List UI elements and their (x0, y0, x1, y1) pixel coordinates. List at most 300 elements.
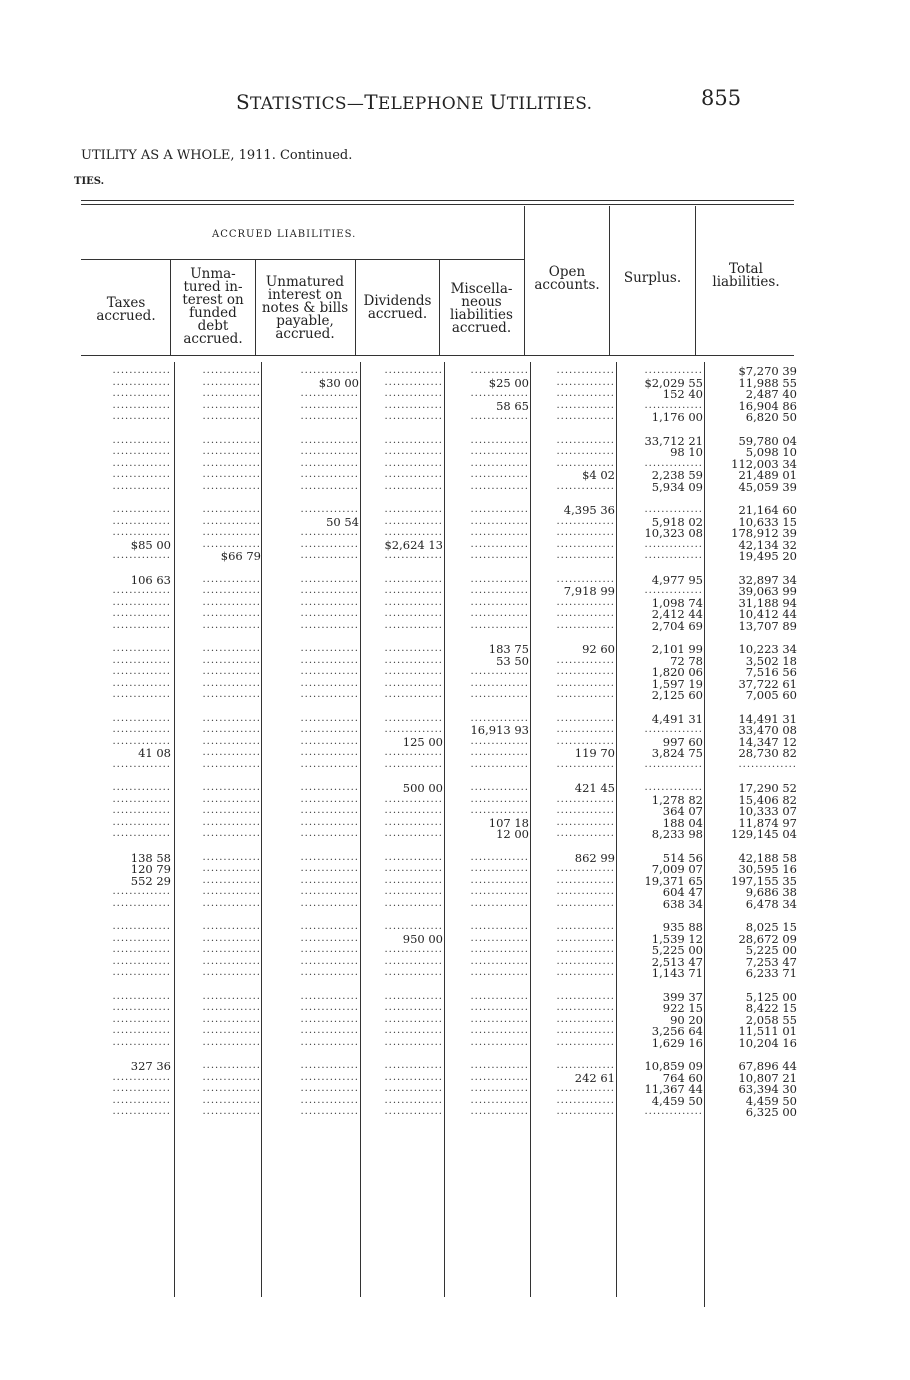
cell-surplus: 98 10 (670, 446, 703, 459)
cell-taxes: .............. (112, 504, 171, 515)
cell-taxes: $85 00 (130, 538, 171, 551)
cell-unmatured_funded: .............. (202, 677, 261, 689)
cell-open: .............. (556, 434, 615, 446)
cell-unmatured_notes: .............. (300, 1060, 359, 1071)
cell-dividends: .............. (384, 550, 443, 562)
cell-unmatured_notes: .............. (300, 1025, 359, 1037)
title-cap-1: S (236, 90, 251, 114)
cell-taxes: .............. (112, 654, 171, 666)
cell-surplus: 2,238 59 (651, 469, 703, 482)
cell-unmatured_funded: .............. (202, 747, 261, 759)
cell-total: 6,820 50 (745, 411, 797, 424)
cell-unmatured_notes: 50 54 (326, 515, 359, 528)
cell-surplus: 4,459 50 (651, 1094, 703, 1107)
cell-dividends: .............. (384, 967, 443, 979)
cell-misc: 53 50 (496, 654, 529, 667)
cell-unmatured_funded: .............. (202, 399, 261, 411)
cell-unmatured_funded: .............. (202, 446, 261, 458)
cell-unmatured_notes: .............. (300, 399, 359, 411)
cell-surplus: 2,125 60 (651, 689, 703, 702)
cell-taxes: .............. (112, 921, 171, 932)
cell-dividends: .............. (384, 677, 443, 689)
cell-unmatured_funded: .............. (202, 944, 261, 956)
colhead-line: Miscella- (450, 281, 513, 297)
cell-misc: .............. (470, 1106, 529, 1118)
colhead-line: debt (197, 318, 229, 334)
cell-open: 242 61 (574, 1071, 615, 1084)
cell-open: .............. (556, 689, 615, 701)
cell-dividends: .............. (384, 886, 443, 898)
cell-taxes: .............. (112, 365, 171, 376)
cell-dividends: .............. (384, 654, 443, 666)
cell-unmatured_notes: .............. (300, 677, 359, 689)
cell-open: .............. (556, 388, 615, 400)
cell-unmatured_notes: .............. (300, 712, 359, 724)
cell-surplus: 935 88 (662, 921, 703, 933)
cell-unmatured_funded: .............. (202, 1094, 261, 1106)
cell-total: 10,633 15 (738, 515, 797, 528)
cell-misc: .............. (470, 504, 529, 515)
cell-misc: 183 75 (488, 643, 529, 655)
cell-open: .............. (556, 724, 615, 736)
cell-unmatured_notes: .............. (300, 828, 359, 840)
cell-unmatured_notes: .............. (300, 689, 359, 701)
cell-surplus: 4,977 95 (651, 573, 703, 586)
cell-unmatured_notes: .............. (300, 666, 359, 678)
cell-taxes: .............. (112, 1013, 171, 1025)
cell-open: 421 45 (574, 782, 615, 794)
cell-unmatured_notes: .............. (300, 747, 359, 759)
cell-unmatured_funded: .............. (202, 434, 261, 446)
cell-misc: .............. (470, 990, 529, 1002)
cell-misc: .............. (470, 747, 529, 759)
cell-unmatured_funded: .............. (202, 1060, 261, 1071)
cell-total: .............. (738, 758, 797, 770)
cell-total: 10,204 16 (738, 1036, 797, 1049)
cell-misc: .............. (470, 793, 529, 805)
cell-taxes: 106 63 (130, 573, 171, 586)
cell-total: 15,406 82 (738, 793, 797, 806)
cell-misc: .............. (470, 527, 529, 539)
cell-total: 112,003 34 (731, 457, 797, 470)
colhead-line: tured in- (183, 279, 243, 295)
cell-dividends: .............. (384, 585, 443, 597)
cell-unmatured_funded: .............. (202, 990, 261, 1002)
cell-open: .............. (556, 666, 615, 678)
cell-total: 59,780 04 (738, 434, 797, 447)
cell-dividends: .............. (384, 1036, 443, 1048)
cell-taxes: .............. (112, 805, 171, 817)
cell-taxes: .............. (112, 1071, 171, 1083)
cell-dividends: .............. (384, 1013, 443, 1025)
cell-unmatured_notes: .............. (300, 816, 359, 828)
colhead-line: accrued. (183, 331, 243, 347)
cell-unmatured_funded: .............. (202, 805, 261, 817)
header-bottom-rule (81, 355, 794, 356)
cell-surplus: 1,143 71 (651, 967, 703, 980)
cell-open: .............. (556, 897, 615, 909)
cell-misc: .............. (470, 955, 529, 967)
cell-surplus: 188 04 (662, 816, 703, 829)
cell-taxes: .............. (112, 677, 171, 689)
cell-open: .............. (556, 712, 615, 724)
cell-unmatured_notes: .............. (300, 434, 359, 446)
cell-surplus: 10,859 09 (644, 1060, 703, 1072)
cell-taxes: .............. (112, 944, 171, 956)
cell-misc: .............. (470, 1013, 529, 1025)
cell-total: 8,025 15 (745, 921, 797, 933)
cell-misc: .............. (470, 515, 529, 527)
cell-misc: .............. (470, 480, 529, 492)
cell-total: 30,595 16 (738, 863, 797, 876)
cell-taxes: .............. (112, 596, 171, 608)
cell-misc: .............. (470, 446, 529, 458)
top-rule-2 (81, 204, 794, 205)
cell-dividends: .............. (384, 365, 443, 376)
cell-taxes: .............. (112, 469, 171, 481)
cell-unmatured_funded: .............. (202, 619, 261, 631)
cell-taxes: .............. (112, 411, 171, 423)
cell-dividends: .............. (384, 619, 443, 631)
cell-unmatured_notes: .............. (300, 480, 359, 492)
cell-taxes: .............. (112, 1036, 171, 1048)
cell-unmatured_funded: .............. (202, 1025, 261, 1037)
cell-unmatured_notes: .............. (300, 967, 359, 979)
cell-dividends: .............. (384, 376, 443, 388)
cell-dividends: .............. (384, 955, 443, 967)
cell-dividends: .............. (384, 446, 443, 458)
cell-dividends: .............. (384, 388, 443, 400)
cell-unmatured_funded: .............. (202, 1013, 261, 1025)
cell-unmatured_funded: .............. (202, 596, 261, 608)
cell-misc: .............. (470, 735, 529, 747)
cell-total: 7,516 56 (745, 666, 797, 679)
cell-dividends: .............. (384, 573, 443, 585)
cell-total: 5,225 00 (745, 944, 797, 957)
cell-unmatured_notes: .............. (300, 527, 359, 539)
cell-open: .............. (556, 1036, 615, 1048)
cell-unmatured_notes: .............. (300, 596, 359, 608)
cell-surplus: 152 40 (662, 388, 703, 401)
cell-total: 7,253 47 (745, 955, 797, 968)
cell-surplus: .............. (644, 457, 703, 469)
cell-dividends: .............. (384, 944, 443, 956)
colhead-line: Unmatured (265, 274, 345, 290)
cell-unmatured_notes: .............. (300, 585, 359, 597)
cell-unmatured_notes: .............. (300, 851, 359, 863)
cell-total: 6,478 34 (745, 897, 797, 910)
cell-open: .............. (556, 805, 615, 817)
title-cap-2: T (364, 90, 378, 114)
cell-unmatured_funded: .............. (202, 457, 261, 469)
cell-taxes: .............. (112, 932, 171, 944)
cell-misc: .............. (470, 1094, 529, 1106)
cell-surplus: 604 47 (662, 886, 703, 899)
cell-total: 8,422 15 (745, 1002, 797, 1015)
cell-unmatured_notes: .............. (300, 573, 359, 585)
cell-unmatured_notes: .............. (300, 793, 359, 805)
cell-surplus: .............. (644, 1106, 703, 1118)
cell-misc: .............. (470, 1025, 529, 1037)
cell-misc: .............. (470, 469, 529, 481)
cell-open: .............. (556, 654, 615, 666)
cell-dividends: .............. (384, 643, 443, 654)
cell-misc: 107 18 (488, 816, 529, 829)
title-cap-3: U (489, 90, 507, 114)
title-rest-2: ELEPHONE (377, 94, 490, 114)
cell-total: 42,188 58 (738, 851, 797, 864)
cell-open: .............. (556, 573, 615, 585)
cell-surplus: 2,704 69 (651, 619, 703, 632)
cell-taxes: .............. (112, 782, 171, 793)
cell-open: .............. (556, 515, 615, 527)
cell-open: .............. (556, 874, 615, 886)
cell-surplus: 3,256 64 (651, 1025, 703, 1038)
page-number: 855 (701, 86, 742, 110)
cell-total: 37,722 61 (738, 677, 797, 690)
cell-misc: .............. (470, 863, 529, 875)
cell-open: .............. (556, 1083, 615, 1095)
cell-taxes: .............. (112, 399, 171, 411)
colhead-line: Taxes (106, 295, 146, 311)
colhead-line: Surplus. (623, 270, 682, 286)
top-rule-1 (81, 200, 794, 201)
cell-unmatured_funded: .............. (202, 921, 261, 932)
cell-total: 197,155 35 (731, 874, 797, 887)
cell-total: 14,491 31 (738, 712, 797, 725)
cell-surplus: 638 34 (662, 897, 703, 910)
cell-open: .............. (556, 816, 615, 828)
cell-taxes: .............. (112, 388, 171, 400)
cell-total: 2,058 55 (745, 1013, 797, 1026)
cell-taxes: .............. (112, 643, 171, 654)
cell-dividends: .............. (384, 724, 443, 736)
cell-unmatured_funded: .............. (202, 955, 261, 967)
colhead-line: liabilities. (712, 274, 780, 290)
cell-unmatured_funded: .............. (202, 654, 261, 666)
cell-open: .............. (556, 1025, 615, 1037)
cell-open: .............. (556, 527, 615, 539)
cell-total: 21,489 01 (738, 469, 797, 482)
cell-misc: .............. (470, 573, 529, 585)
cell-open: .............. (556, 608, 615, 620)
cell-dividends: .............. (384, 596, 443, 608)
cell-open: .............. (556, 1002, 615, 1014)
cell-dividends: .............. (384, 921, 443, 932)
cell-open: .............. (556, 863, 615, 875)
colhead-line: notes & bills (261, 300, 349, 316)
cell-open: .............. (556, 932, 615, 944)
cell-taxes: .............. (112, 886, 171, 898)
cell-open: .............. (556, 735, 615, 747)
cell-unmatured_funded: .............. (202, 1083, 261, 1095)
cell-surplus: $2,029 55 (644, 376, 703, 389)
cell-total: 19,495 20 (738, 550, 797, 563)
cell-unmatured_funded: .............. (202, 469, 261, 481)
cell-taxes: .............. (112, 666, 171, 678)
cell-dividends: 125 00 (402, 735, 443, 748)
cell-unmatured_notes: .............. (300, 782, 359, 793)
cell-unmatured_notes: .............. (300, 1083, 359, 1095)
cell-taxes: .............. (112, 724, 171, 736)
cell-total: 11,988 55 (738, 376, 797, 389)
cell-total: 10,333 07 (738, 805, 797, 818)
cell-unmatured_notes: .............. (300, 944, 359, 956)
cell-unmatured_funded: .............. (202, 388, 261, 400)
cell-taxes: 552 29 (130, 874, 171, 887)
cell-total: 67,896 44 (738, 1060, 797, 1072)
cell-misc: .............. (470, 596, 529, 608)
cell-taxes: .............. (112, 1025, 171, 1037)
cell-unmatured_notes: .............. (300, 1071, 359, 1083)
cell-surplus: 399 37 (662, 990, 703, 1003)
cell-misc: .............. (470, 944, 529, 956)
cell-unmatured_notes: .............. (300, 388, 359, 400)
cell-surplus: 72 78 (670, 654, 703, 667)
cell-misc: .............. (470, 851, 529, 863)
cell-taxes: 120 79 (130, 863, 171, 876)
cell-unmatured_funded: .............. (202, 504, 261, 515)
cell-unmatured_notes: .............. (300, 874, 359, 886)
cell-surplus: 2,101 99 (651, 643, 703, 655)
cell-total: 45,059 39 (738, 480, 797, 493)
cell-dividends: 500 00 (402, 782, 443, 794)
vline-body-2 (261, 362, 262, 1297)
cell-surplus: .............. (644, 585, 703, 597)
cell-unmatured_notes: .............. (300, 469, 359, 481)
colhead-line: Open (548, 264, 586, 280)
cell-dividends: .............. (384, 1060, 443, 1071)
cell-dividends: .............. (384, 399, 443, 411)
cell-open: .............. (556, 399, 615, 411)
colhead-line: terest on (182, 292, 244, 308)
cell-unmatured_funded: .............. (202, 724, 261, 736)
cell-unmatured_notes: .............. (300, 411, 359, 423)
cell-misc: 12 00 (496, 828, 529, 841)
cell-unmatured_funded: .............. (202, 967, 261, 979)
colhead-misc (440, 283, 523, 335)
cell-taxes: .............. (112, 457, 171, 469)
cell-open: .............. (556, 793, 615, 805)
cell-misc: 16,913 93 (470, 724, 529, 737)
cell-total: 39,063 99 (738, 585, 797, 598)
cell-total: 31,188 94 (738, 596, 797, 609)
cell-dividends: .............. (384, 608, 443, 620)
colhead-dividends (356, 295, 439, 321)
cell-unmatured_notes: .............. (300, 735, 359, 747)
cell-dividends: .............. (384, 1071, 443, 1083)
cell-unmatured_funded: .............. (202, 573, 261, 585)
page-header-title (236, 90, 592, 114)
cell-open: .............. (556, 758, 615, 770)
cell-taxes: .............. (112, 527, 171, 539)
cell-unmatured_notes: .............. (300, 619, 359, 631)
cell-total: 4,459 50 (745, 1094, 797, 1107)
colhead-line: accrued. (96, 308, 156, 324)
cell-open: .............. (556, 619, 615, 631)
cell-unmatured_notes: $30 00 (318, 376, 359, 389)
cell-unmatured_notes: .............. (300, 1106, 359, 1118)
colhead-line: accrued. (451, 320, 512, 336)
cell-misc: .............. (470, 1083, 529, 1095)
cell-dividends: .............. (384, 527, 443, 539)
cell-unmatured_funded: .............. (202, 1002, 261, 1014)
colhead-total (696, 263, 796, 289)
cell-dividends: .............. (384, 434, 443, 446)
cell-surplus: 1,278 82 (651, 793, 703, 806)
cell-taxes: .............. (112, 608, 171, 620)
cell-open: .............. (556, 446, 615, 458)
cell-total: 28,730 82 (738, 747, 797, 760)
colhead-line: Dividends (363, 293, 432, 309)
cell-surplus: 1,597 19 (651, 677, 703, 690)
cell-unmatured_funded: .............. (202, 608, 261, 620)
cell-misc: .............. (470, 1036, 529, 1048)
cell-surplus: 514 56 (662, 851, 703, 864)
cell-misc: .............. (470, 608, 529, 620)
cell-total: 6,233 71 (745, 967, 797, 980)
cell-taxes: .............. (112, 955, 171, 967)
cell-unmatured_funded: .............. (202, 1071, 261, 1083)
cell-dividends: .............. (384, 689, 443, 701)
cell-total: 21,164 60 (738, 504, 797, 516)
cell-misc: .............. (470, 886, 529, 898)
cell-unmatured_notes: .............. (300, 538, 359, 550)
cell-open: .............. (556, 550, 615, 562)
cell-taxes: .............. (112, 828, 171, 840)
cell-taxes: .............. (112, 619, 171, 631)
cell-unmatured_funded: .............. (202, 376, 261, 388)
cell-surplus: 4,491 31 (651, 712, 703, 725)
cell-unmatured_funded: .............. (202, 816, 261, 828)
vline-body-6 (616, 362, 617, 1297)
cell-open: 4,395 36 (563, 504, 615, 516)
cell-dividends: .............. (384, 747, 443, 759)
cell-unmatured_funded: .............. (202, 411, 261, 423)
colhead-line: interest on (267, 287, 343, 303)
cell-dividends: .............. (384, 863, 443, 875)
cell-unmatured_funded: .............. (202, 932, 261, 944)
colhead-line: accrued. (275, 326, 335, 342)
cell-total: 17,290 52 (738, 782, 797, 794)
cell-taxes: .............. (112, 515, 171, 527)
cell-surplus: .............. (644, 782, 703, 793)
cell-open: .............. (556, 944, 615, 956)
cell-dividends: .............. (384, 411, 443, 423)
cell-surplus: 922 15 (662, 1002, 703, 1015)
cell-unmatured_notes: .............. (300, 758, 359, 770)
cell-total: 7,005 60 (745, 689, 797, 702)
colhead-taxes (86, 297, 166, 323)
cell-surplus: 5,934 09 (651, 480, 703, 493)
cell-surplus: .............. (644, 504, 703, 515)
cell-open: 7,918 99 (563, 585, 615, 598)
cell-dividends: 950 00 (402, 932, 443, 945)
colhead-line: liabilities (450, 307, 513, 323)
cell-unmatured_notes: .............. (300, 654, 359, 666)
cell-unmatured_notes: .............. (300, 805, 359, 817)
cell-unmatured_funded: $66 79 (220, 550, 261, 563)
subtitle-fragment: TIES. (74, 176, 105, 187)
cell-taxes: .............. (112, 897, 171, 909)
vline-header-1 (170, 260, 171, 355)
cell-open: .............. (556, 828, 615, 840)
cell-open: .............. (556, 1060, 615, 1071)
cell-total: 42,134 32 (738, 538, 797, 551)
cell-dividends: .............. (384, 712, 443, 724)
cell-surplus: 8,233 98 (651, 828, 703, 841)
cell-misc: .............. (470, 1002, 529, 1014)
